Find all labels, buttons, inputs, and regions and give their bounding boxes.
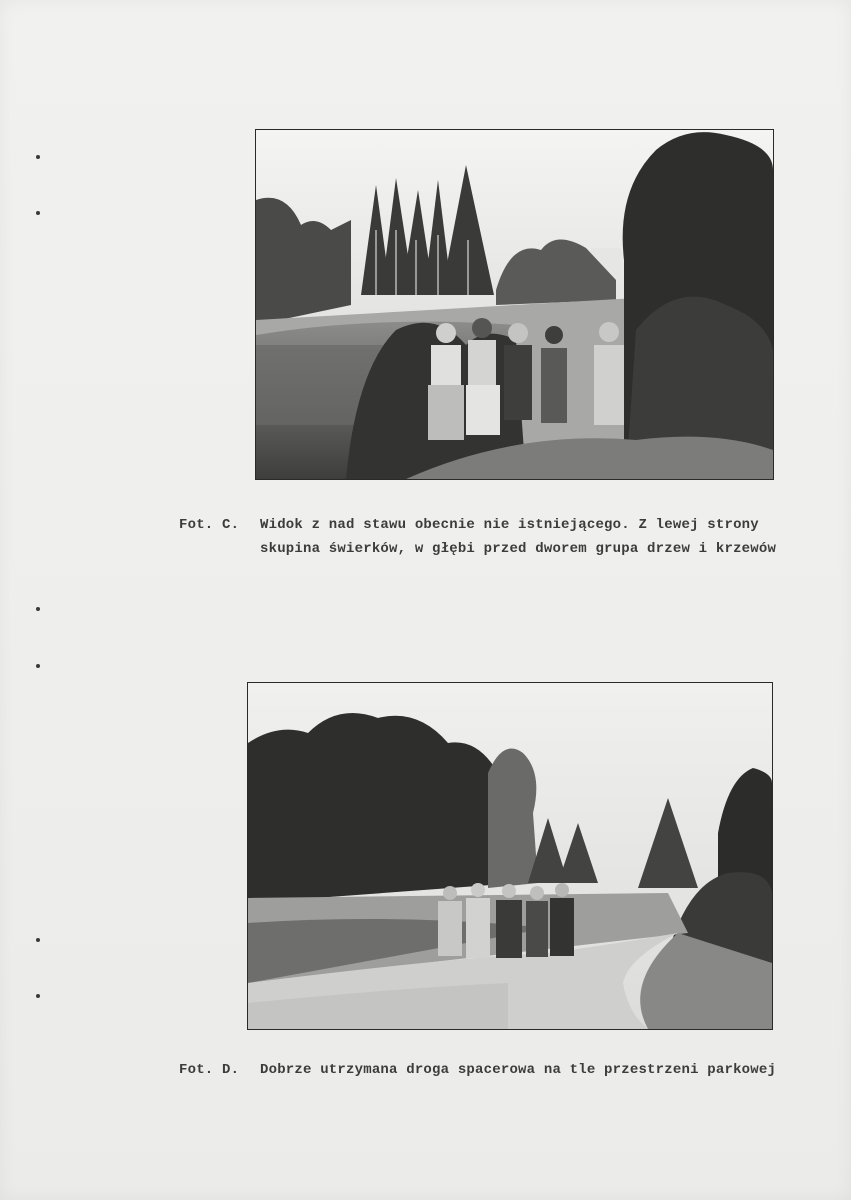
binder-hole — [36, 938, 40, 942]
caption-c-text: Widok z nad stawu obecnie nie istniejącego. Z lewej strony skupina świerków, w głębi przed dworem grupa drzew i krzewów — [260, 517, 777, 557]
binder-hole — [36, 607, 40, 611]
caption-c-label: Fot. C. — [179, 517, 240, 533]
caption-d-label: Fot. D. — [179, 1062, 240, 1078]
binder-hole — [36, 664, 40, 668]
binder-hole — [36, 155, 40, 159]
caption-d — [179, 1058, 799, 1114]
binder-hole — [36, 211, 40, 215]
photo-c — [256, 130, 773, 479]
caption-c — [179, 513, 799, 593]
photo-d — [248, 683, 772, 1029]
caption-d-text: Dobrze utrzymana droga spacerowa na tle przestrzeni parkowej — [260, 1062, 777, 1078]
binder-hole — [36, 994, 40, 998]
